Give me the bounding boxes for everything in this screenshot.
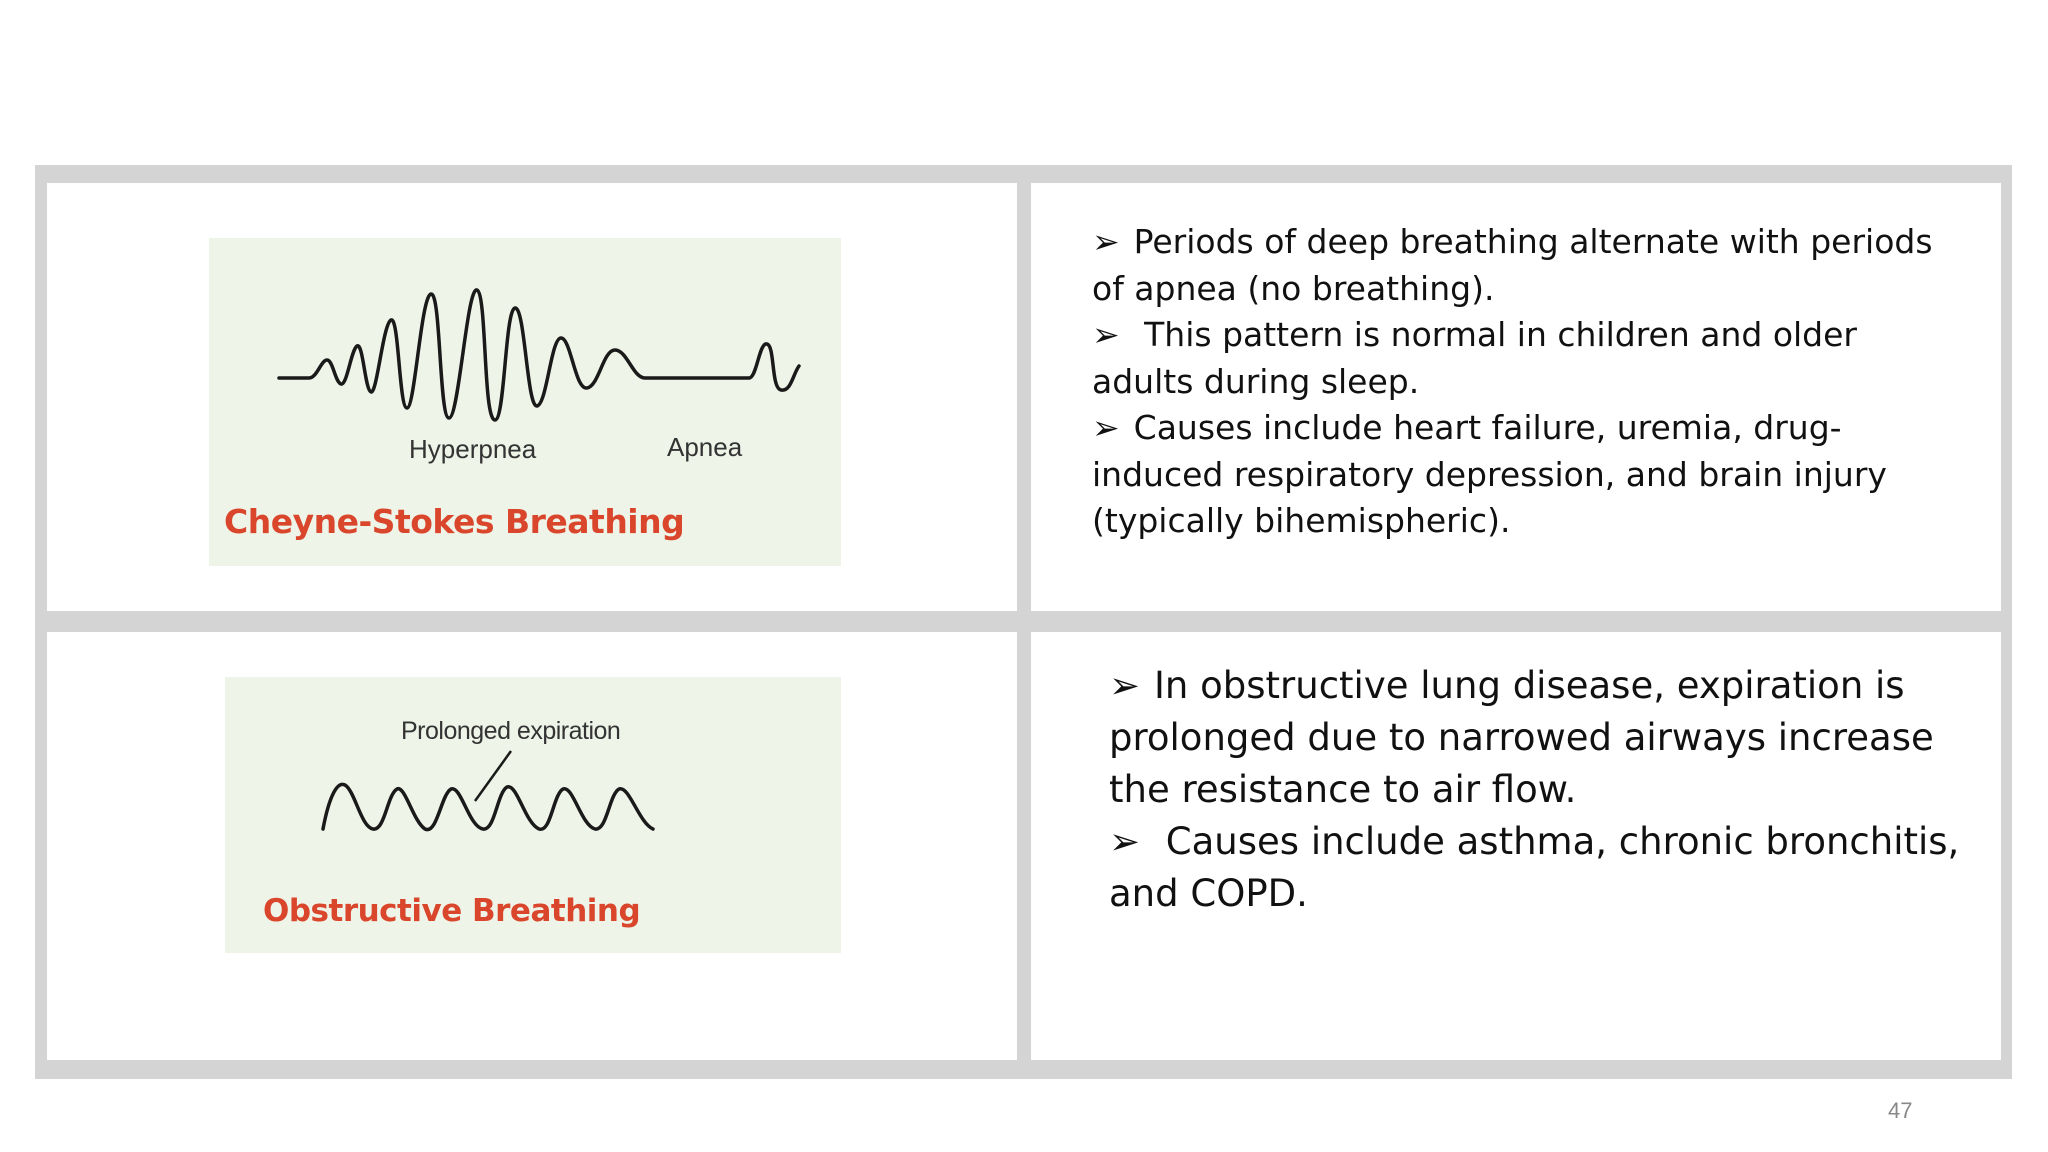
obstructive-bullets	[1109, 660, 1969, 920]
arrow-bullet-icon: ➢	[1092, 315, 1120, 354]
arrow-bullet-icon: ➢	[1092, 222, 1120, 261]
apnea-label: Apnea	[667, 432, 743, 462]
bullet-item: ➢ Periods of deep breathing alternate with periods of apnea (no breathing).	[1092, 219, 1952, 312]
prolonged-expiration-label: Prolonged expiration	[401, 717, 621, 745]
arrow-bullet-icon: ➢	[1109, 664, 1141, 707]
bullet-item: ➢ This pattern is normal in children and older adults during sleep.	[1092, 312, 1952, 405]
cheyne-stokes-bullets	[1092, 219, 1952, 545]
cheyne-stokes-title: Cheyne-Stokes Breathing	[224, 502, 685, 541]
annotation-pointer	[475, 751, 511, 801]
bullet-item: ➢ In obstructive lung disease, expiration is prolonged due to narrowed airways increase the resistance to air flow.	[1109, 660, 1969, 816]
obstructive-title: Obstructive Breathing	[263, 893, 641, 929]
cell-cheyne-stokes-text	[1031, 183, 2001, 611]
hyperpnea-label: Hyperpnea	[409, 434, 537, 464]
bullet-item: ➢ Causes include asthma, chronic bronchitis, and COPD.	[1109, 816, 1969, 920]
arrow-bullet-icon: ➢	[1092, 408, 1120, 447]
arrow-bullet-icon: ➢	[1109, 820, 1141, 863]
cell-cheyne-stokes-figure	[47, 183, 1017, 611]
bullet-item: ➢ Causes include heart failure, uremia, drug-induced respiratory depression, and brain injury (typically bihemispheric).	[1092, 405, 1952, 545]
obstructive-figure	[225, 677, 841, 953]
content-table	[35, 165, 2012, 1079]
cheyne-stokes-figure	[209, 238, 841, 566]
cell-obstructive-figure	[47, 632, 1017, 1060]
cell-obstructive-text	[1031, 632, 2001, 1060]
page-number: 47	[1888, 1098, 1913, 1123]
